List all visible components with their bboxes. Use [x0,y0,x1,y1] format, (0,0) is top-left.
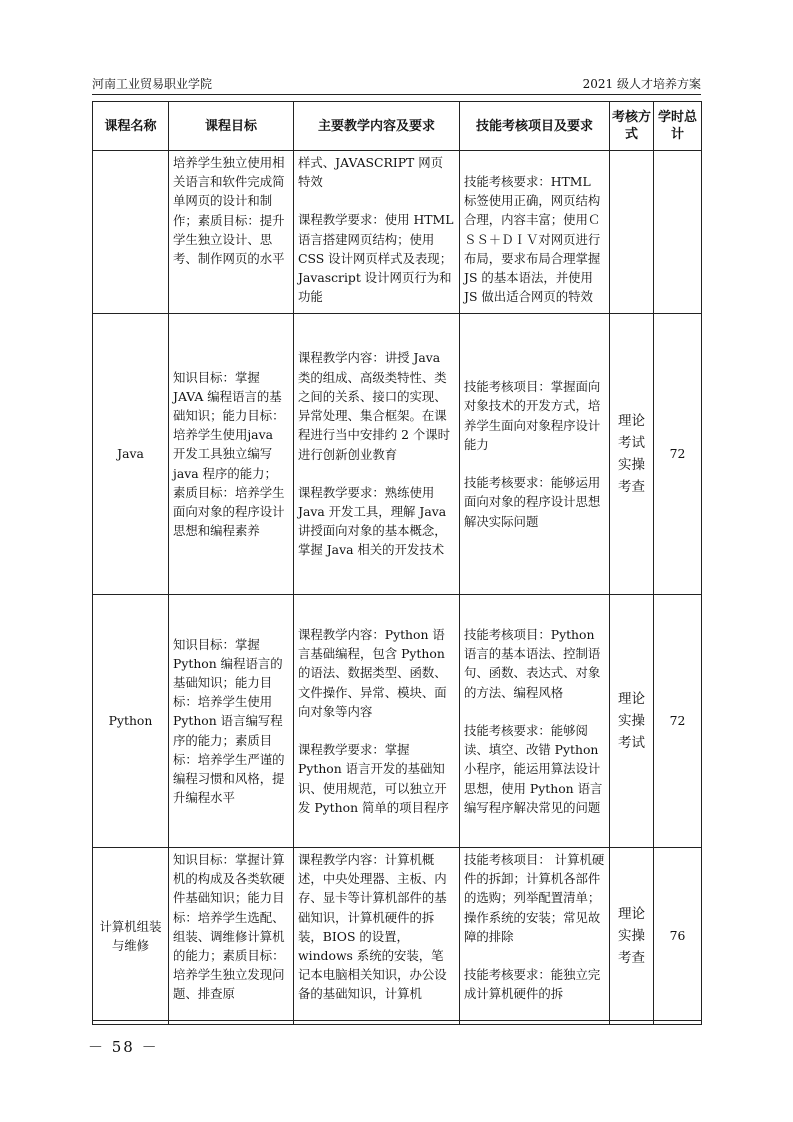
assessment-method: 理论考试实操考查 [610,314,654,595]
course-name: Java [93,314,169,595]
teaching-content [294,848,460,1025]
skill-requirement-text: 技能考核要求：HTML 标签使用正确，网页结构合理，内容丰富；使用ＣＳＳ＋ＤＩＶ对网页进行布局，要求布局合理掌握 JS 的基本语法，并使用 JS 做出适合网页的特效 [464,174,601,305]
content-text: 课程教学内容：Python 语言基础编程，包含 Python 的语法、数据类型、函数、文件操作、异常、模块、面向对象等内容 [298,627,447,719]
assessment-method [610,151,654,314]
institution-name: 河南工业贸易职业学院 [92,77,213,91]
teaching-content [294,595,460,848]
assessment-method: 理论实操考查 [610,848,654,1025]
course-name: Python [93,595,169,848]
skill-requirement-text: 技能考核要求：能够阅读、填空、改错 Python 小程序，能运用算法设计思想，使用 Python 语言编写程序解决常见的问题 [464,722,603,815]
course-name [93,151,169,314]
course-goal: 知识目标：掌握JAVA 编程语言的基础知识；能力目标：培养学生使用java 开发工具独立编写 java 程序的能力；素质目标：培养学生面向对象的程序设计思想和编程素养 [169,314,294,595]
content-text: 样式、JAVASCRIPT 网页特效 [298,155,444,190]
skill-assessment [460,314,610,595]
skill-assessment [460,595,610,848]
assessment-method: 理论实操考试 [610,595,654,848]
total-hours [654,151,702,314]
total-hours: 72 [654,314,702,595]
page-number: － 58 － [88,1038,159,1056]
table-row [93,151,702,314]
table-row [93,848,702,1025]
column-header: 主要教学内容及要求 [294,102,460,151]
total-hours: 72 [654,595,702,848]
column-header: 考核方式 [610,102,654,151]
content-text: 课程教学内容：计算机概述，中央处理器、主板、内存、显卡等计算机部件的基础知识，计算机硬件的拆装，BIOS 的设置，windows 系统的安装，笔记本电脑相关知识，办公设备的基础知识，计算机 [298,852,447,1002]
skill-item-text: 技能考核项目：掌握面向对象技术的开发方式，培养学生面向对象程序设计能力 [464,379,601,452]
skill-assessment [460,151,610,314]
skill-assessment [460,848,610,1025]
requirement-text: 课程教学要求：熟练使用 Java 开发工具，理解 Java 讲授面向对象的基本概念，掌握 Java 相关的开发技术 [298,484,447,558]
skill-requirement-text: 技能考核要求：能够运用面向对象的程序设计思想解决实际问题 [464,475,601,529]
course-goal: 知识目标：掌握计算机的构成及各类软硬件基础知识；能力目标：培养学生选配、组装、调维修计算机的能力；素质目标：培养学生独立发现问题、排查原 [169,848,294,1025]
curriculum-table [92,101,702,1025]
skill-item-text: 技能考核项目：Python 语言的基本语法、控制语句、函数、表达式、对象的方法、编程风格 [464,627,601,700]
course-name: 计算机组装与维修 [93,848,169,1025]
course-goal: 培养学生独立使用相关语言和软件完成简单网页的设计和制作；素质目标：提升学生独立设计、思考、制作网页的水平 [169,151,294,314]
column-header: 技能考核项目及要求 [460,102,610,151]
footer-divider [92,1020,701,1021]
content-text: 课程教学内容：讲授 Java 类的组成、高级类特性、类之间的关系、接口的实现、异常处理、集合框架。在课程进行当中安排约 2 个课时进行创新创业教育 [298,350,451,462]
course-goal: 知识目标：掌握Python 编程语言的基础知识；能力目标：培养学生使用 Python 语言编写程序的能力；素质目标：培养学生严谨的编程习惯和风格，提升编程水平 [169,595,294,848]
skill-requirement-text: 技能考核要求：能独立完成计算机硬件的拆 [464,967,601,1002]
document-title: 2021 级人才培养方案 [582,77,701,91]
table-row [93,314,702,595]
requirement-text: 课程教学要求：使用 HTML 语言搭建网页结构；使用 CSS 设计网页样式及表现；Javascript 设计网页行为和功能 [298,212,454,305]
teaching-content [294,151,460,314]
table-header-row [93,102,702,151]
table-row [93,595,702,848]
column-header: 课程目标 [169,102,294,151]
skill-item-text: 技能考核项目： 计算机硬件的拆卸；计算机各部件的选购；列举配置清单；操作系统的安装；常见故障的排除 [464,852,605,944]
column-header: 课程名称 [93,102,169,151]
requirement-text: 课程教学要求：掌握 Python 语言开发的基础知识、使用规范，可以独立开发 Python 简单的项目程序 [298,742,449,815]
total-hours: 76 [654,848,702,1025]
column-header: 学时总计 [654,102,702,151]
teaching-content [294,314,460,595]
header-divider [92,94,701,95]
